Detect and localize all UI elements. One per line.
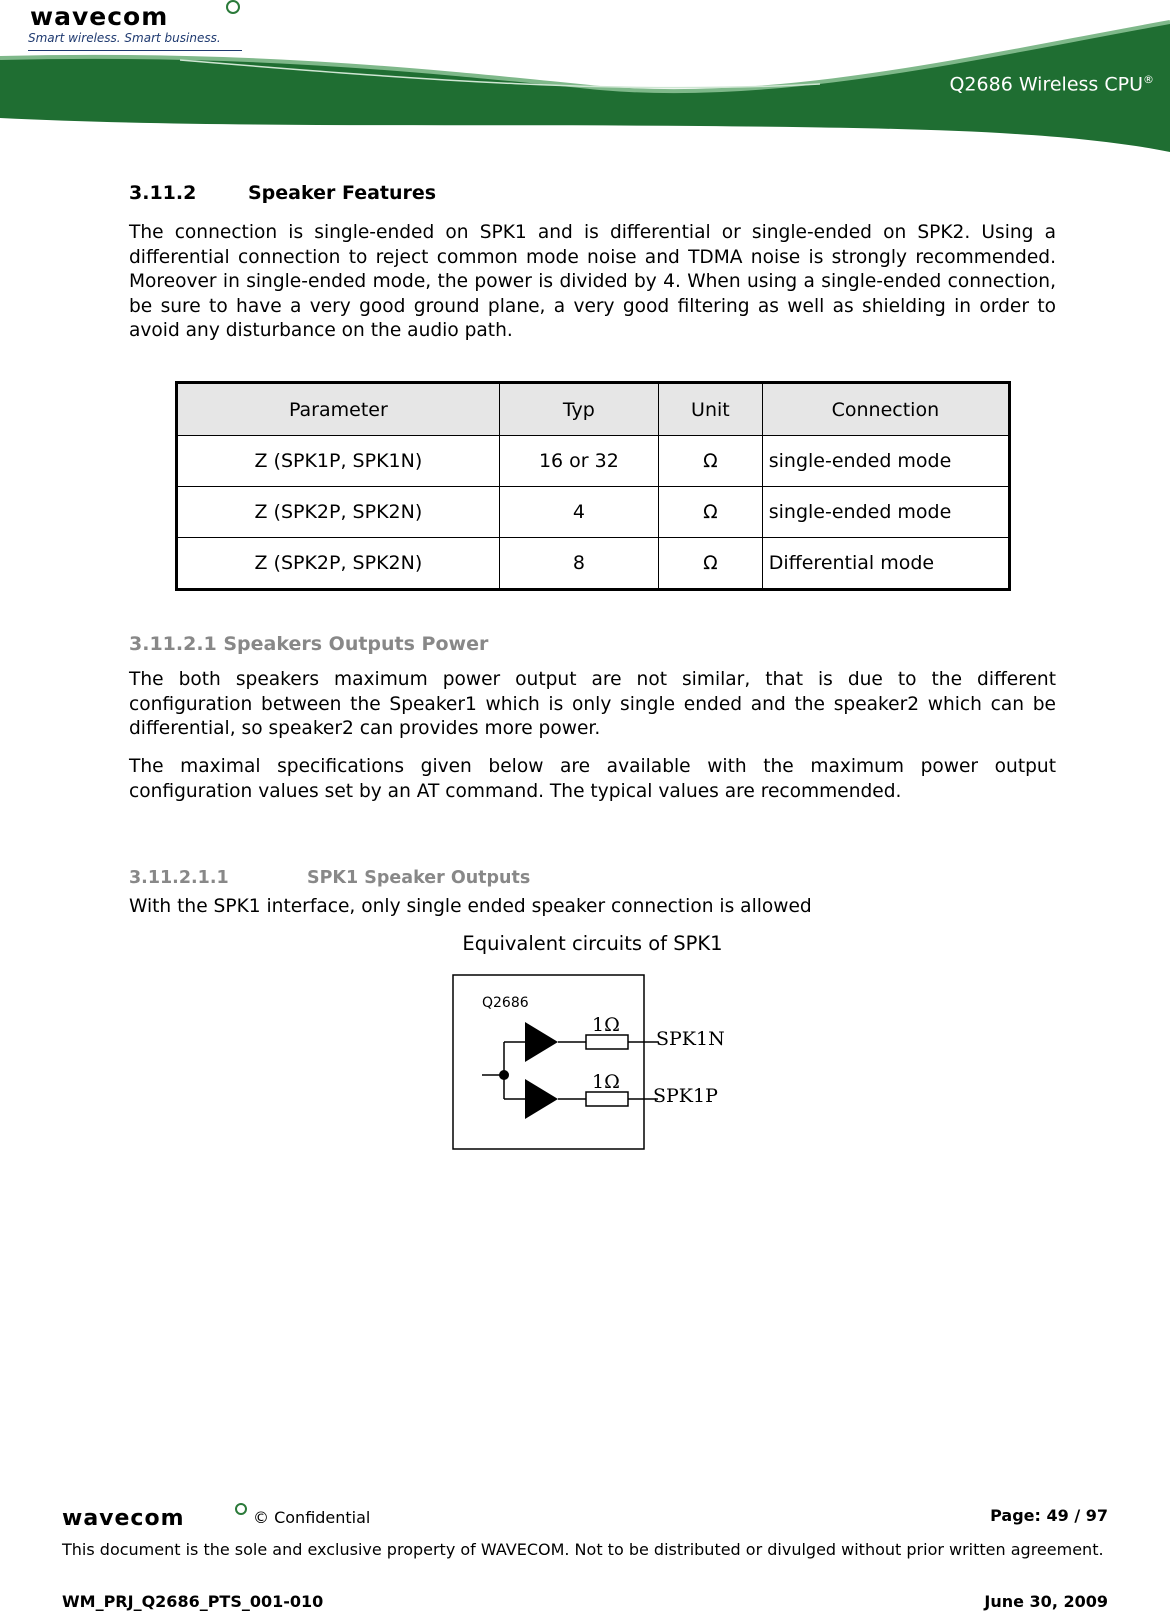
logo-tagline: Smart wireless. Smart business. xyxy=(28,31,221,45)
subsection-paragraph-2: The maximal specifications given below are available with the maximum power output configuration values set by an AT command. The typical values are recommended. xyxy=(129,756,1056,802)
resistor-top-label: 1Ω xyxy=(592,1014,620,1036)
pin-top-label: SPK1N xyxy=(656,1028,725,1050)
table-header-cell: Parameter xyxy=(177,383,500,436)
table-cell: single-ended mode xyxy=(762,487,1009,538)
footer-logo-icon xyxy=(235,1503,247,1515)
footer-wavecom-logo: wavecom xyxy=(62,1506,185,1531)
registered-mark: ® xyxy=(1143,73,1154,86)
table-cell: Z (SPK2P, SPK2N) xyxy=(177,487,500,538)
subsubsection-heading xyxy=(129,868,530,888)
product-name: Q2686 Wireless CPU xyxy=(949,73,1143,96)
speaker-parameters-table xyxy=(175,381,1011,591)
table-header-row xyxy=(177,383,1010,436)
page-number: Page: 49 / 97 xyxy=(990,1506,1108,1525)
table-cell: Ω xyxy=(659,487,763,538)
table-cell: Z (SPK1P, SPK1N) xyxy=(177,436,500,487)
section-title: Speaker Features xyxy=(248,182,437,204)
section-intro: The connection is single-ended on SPK1 and is differential or single-ended on SPK2. Using a differential connection to reject common mode noise and TDMA noise is strongly recommended. Moreover in single-ended mode, the power is divided by 4. When using a single-ended connection, be sure to have a very good ground plane, a very good filtering as well as shielding in order to avoid any disturbance on the audio path. xyxy=(129,222,1056,341)
pin-bottom-label: SPK1P xyxy=(653,1085,718,1107)
table-row xyxy=(177,436,1010,487)
table-cell: Differential mode xyxy=(762,538,1009,590)
document-date: June 30, 2009 xyxy=(984,1592,1108,1611)
table-cell: Z (SPK2P, SPK2N) xyxy=(177,538,500,590)
product-title xyxy=(949,73,1154,95)
section-heading xyxy=(129,182,436,204)
resistor-top-icon xyxy=(586,1035,628,1049)
footer-confidential: © Confidential xyxy=(253,1508,371,1527)
table-header-cell: Unit xyxy=(659,383,763,436)
resistor-bottom-label: 1Ω xyxy=(592,1071,620,1093)
chip-label: Q2686 xyxy=(482,995,529,1011)
footer-notice: This document is the sole and exclusive property of WAVECOM. Not to be distributed or divulged without prior written agreement. xyxy=(62,1540,1104,1559)
resistor-bottom-icon xyxy=(586,1092,628,1106)
table-row xyxy=(177,538,1010,590)
wavecom-logo-icon xyxy=(226,0,240,14)
subsection-paragraph-1: The both speakers maximum power output are not similar, that is due to the different configuration between the Speaker1 which is only single ended and the speaker2 which can be differential, so speaker2 can provides more power. xyxy=(129,669,1056,739)
subsubsection-number: 3.11.2.1.1 xyxy=(129,868,229,888)
table-cell: Ω xyxy=(659,538,763,590)
wavecom-logo: wavecom xyxy=(30,2,169,31)
table-cell: 8 xyxy=(499,538,658,590)
table-cell: 16 or 32 xyxy=(499,436,658,487)
subsubsection-title: SPK1 Speaker Outputs xyxy=(307,868,531,888)
table-header-cell: Typ xyxy=(499,383,658,436)
table-cell: 4 xyxy=(499,487,658,538)
table-row xyxy=(177,487,1010,538)
page-header xyxy=(0,0,1170,160)
table-cell: single-ended mode xyxy=(762,436,1009,487)
subsubsection-paragraph: With the SPK1 interface, only single ended speaker connection is allowed xyxy=(129,896,812,917)
subsection-heading: 3.11.2.1 Speakers Outputs Power xyxy=(129,633,489,655)
logo-underline xyxy=(28,50,242,51)
table-cell: Ω xyxy=(659,436,763,487)
figure-caption: Equivalent circuits of SPK1 xyxy=(462,932,723,955)
document-reference: WM_PRJ_Q2686_PTS_001-010 xyxy=(62,1592,324,1611)
section-number: 3.11.2 xyxy=(129,182,197,204)
table-header-cell: Connection xyxy=(762,383,1009,436)
spk1-equivalent-circuit xyxy=(452,974,752,1154)
